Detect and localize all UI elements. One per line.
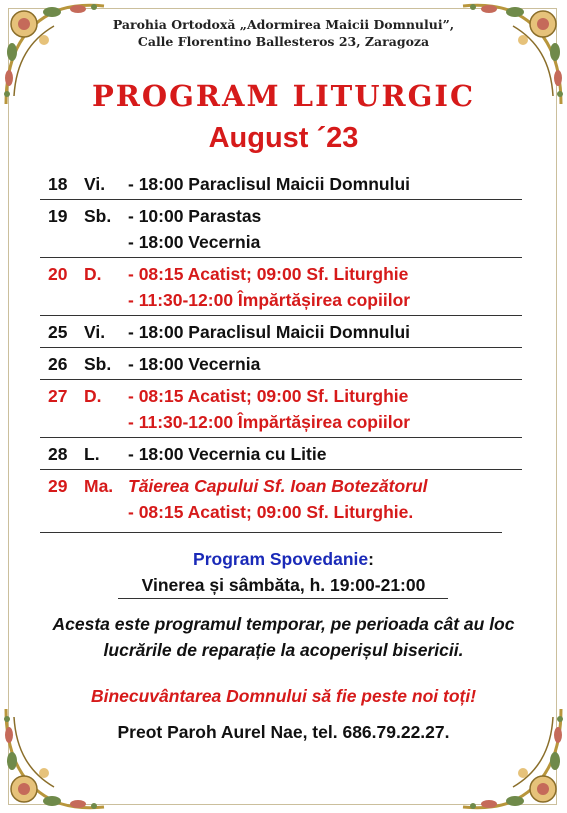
feast-name: Tăierea Capului Sf. Ioan Botezătorul [128, 476, 428, 496]
weekday: D. [84, 264, 102, 284]
liturgical-schedule [40, 168, 522, 527]
weekday: Vi. [84, 174, 106, 194]
weekday: Vi. [84, 322, 106, 342]
divider [118, 598, 448, 599]
event: - 11:30-12:00 Împărtășirea copiilor [128, 290, 411, 310]
event: - 18:00 Paraclisul Maicii Domnului [128, 174, 411, 194]
day-number: 26 [48, 354, 68, 374]
day-number: 18 [48, 174, 68, 194]
weekday: Sb. [84, 354, 112, 374]
event: - 18:00 Vecernia [128, 232, 261, 252]
note-line: Acesta este programul temporar, pe perioada cât au loc [52, 614, 515, 634]
event: - 11:30-12:00 Împărtășirea copiilor [128, 412, 411, 432]
confession-title-text: Program Spovedanie [193, 549, 369, 569]
event: - 08:15 Acatist; 09:00 Sf. Liturghie [128, 386, 409, 406]
schedule-row [40, 168, 522, 200]
event: - 10:00 Parastas [128, 206, 262, 226]
event: - 08:15 Acatist; 09:00 Sf. Liturghie [128, 264, 409, 284]
schedule-row [40, 438, 522, 470]
confession-colon: : [368, 549, 374, 569]
priest-contact: Preot Paroh Aurel Nae, tel. 686.79.22.27. [117, 722, 450, 742]
temporary-note [20, 611, 547, 663]
divider [40, 532, 502, 533]
schedule-row [40, 316, 522, 348]
page-title: PROGRAM LITURGIC [91, 79, 476, 113]
page-subtitle: August ´23 [208, 122, 359, 154]
note-line: lucrările de reparație la acoperișul bisericii. [103, 640, 464, 660]
schedule-row [40, 470, 522, 527]
event: - 18:00 Vecernia [128, 354, 261, 374]
event: - 18:00 Paraclisul Maicii Domnului [128, 322, 411, 342]
weekday: Ma. [84, 476, 114, 496]
day-number: 27 [48, 386, 68, 406]
schedule-row [40, 258, 522, 316]
confession-title [0, 548, 567, 570]
weekday: L. [84, 444, 100, 464]
day-number: 20 [48, 264, 68, 284]
blessing: Binecuvântarea Domnului să fie peste noi toți! [90, 686, 477, 706]
schedule-row [40, 380, 522, 438]
parish-name: Parohia Ortodoxă „Adormirea Maicii Domnului”, [112, 17, 455, 32]
schedule-row [40, 200, 522, 258]
schedule-row [40, 348, 522, 380]
weekday: Sb. [84, 206, 112, 226]
parish-header [0, 16, 567, 50]
day-number: 29 [48, 476, 68, 496]
day-number: 25 [48, 322, 68, 342]
day-number: 28 [48, 444, 68, 464]
parish-address: Calle Florentino Ballesteros 23, Zaragoza [137, 34, 430, 49]
day-number: 19 [48, 206, 68, 226]
event: - 18:00 Vecernia cu Litie [128, 444, 327, 464]
event: - 08:15 Acatist; 09:00 Sf. Liturghie. [128, 502, 414, 522]
weekday: D. [84, 386, 102, 406]
confession-hours: Vinerea și sâmbăta, h. 19:00-21:00 [141, 575, 426, 595]
